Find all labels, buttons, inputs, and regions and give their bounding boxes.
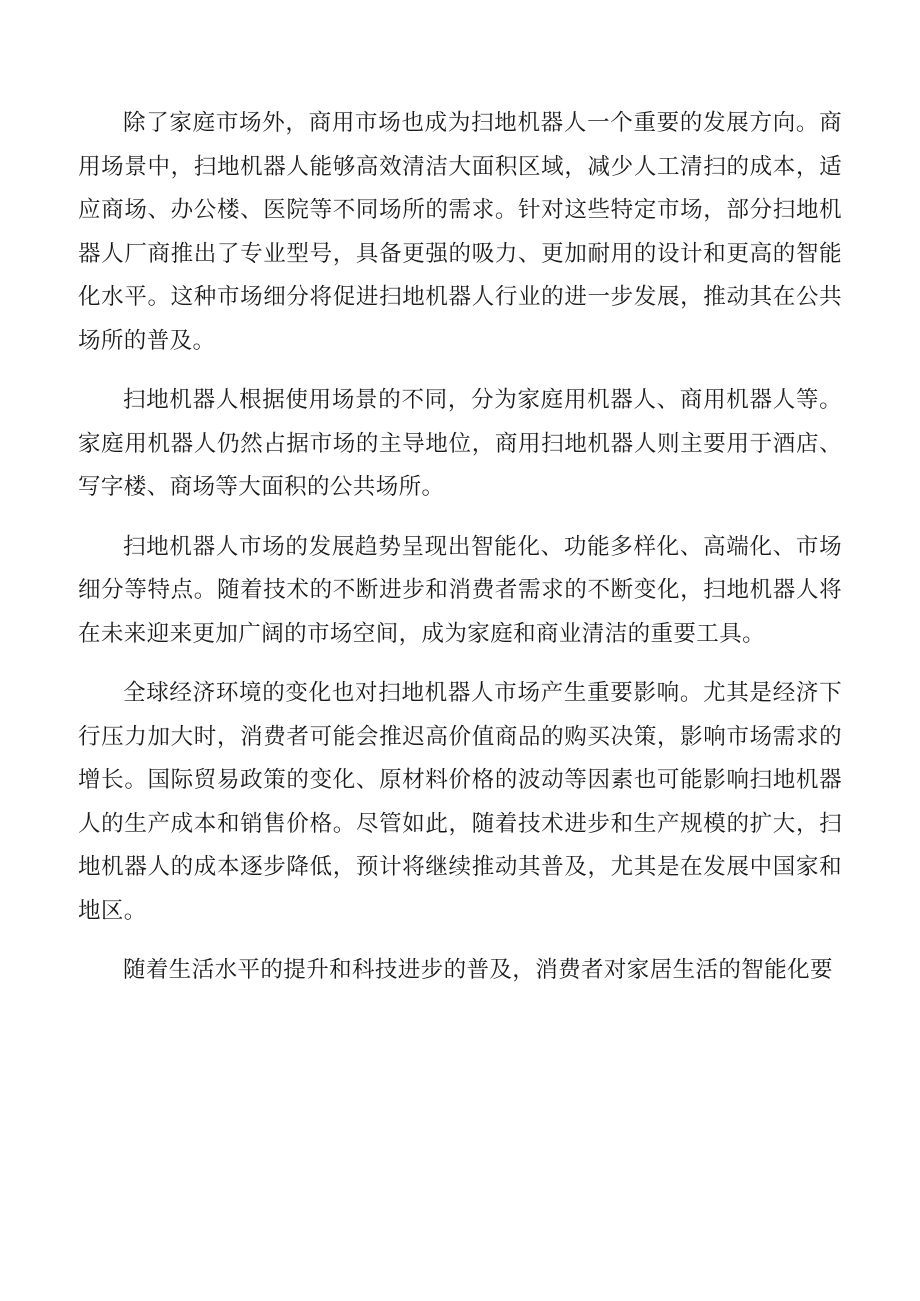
document-body — [78, 102, 842, 1009]
paragraph-usage-scenarios: 扫地机器人根据使用场景的不同，分为家庭用机器人、商用机器人等。家庭用机器人仍然占据市场的主导地位，商用扫地机器人则主要用于酒店、写字楼、商场等大面积的公共场所。 — [78, 387, 842, 500]
paragraph-economic-environment: 全球经济环境的变化也对扫地机器人市场产生重要影响。尤其是经济下行压力加大时，消费者可能会推迟高价值商品的购买决策，影响市场需求的增长。国际贸易政策的变化、原材料价格的波动等因素也可能影响扫地机器人的生产成本和销售价格。尽管如此，随着技术进步和生产规模的扩大，扫地机器人的成本逐步降低，预计将继续推动其普及，尤其是在发展中国家和地区。 — [78, 680, 842, 924]
paragraph-living-standards: 随着生活水平的提升和科技进步的普及，消费者对家居生活的智能化要 — [123, 957, 833, 983]
paragraph-commercial-market: 除了家庭市场外，商用市场也成为扫地机器人一个重要的发展方向。商用场景中，扫地机器人能够高效清洁大面积区域，减少人工清扫的成本，适应商场、办公楼、医院等不同场所的需求。针对这些特定市场，部分扫地机器人厂商推出了专业型号，具备更强的吸力、更加耐用的设计和更高的智能化水平。这种市场细分将促进扫地机器人行业的进一步发展，推动其在公共场所的普及。 — [78, 110, 842, 354]
paragraph-market-trends: 扫地机器人市场的发展趋势呈现出智能化、功能多样化、高端化、市场细分等特点。随着技术的不断进步和消费者需求的不断变化，扫地机器人将在未来迎来更加广阔的市场空间，成为家庭和商业清洁的重要工具。 — [78, 533, 842, 647]
